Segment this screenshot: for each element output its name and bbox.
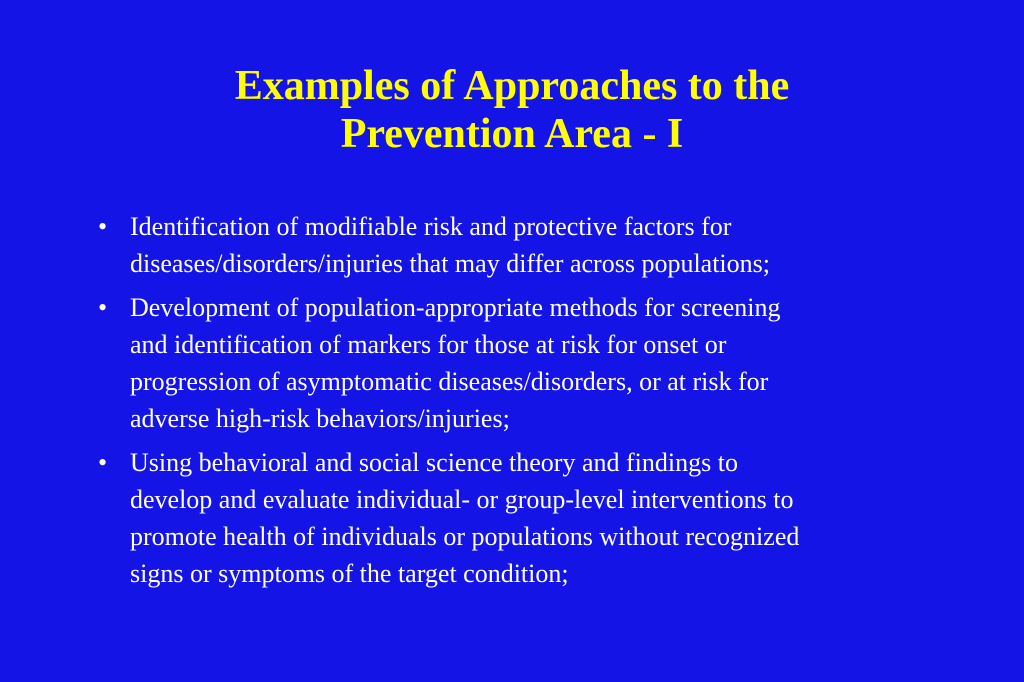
bullet-text-line: Identification of modifiable risk and protective factors for [130, 212, 732, 241]
bullet-icon: • [98, 293, 108, 322]
bullet-item-risk-factors [98, 208, 938, 282]
slide-title-line-1: Examples of Approaches to the [234, 63, 790, 109]
bullet-icon: • [98, 448, 108, 477]
bullet-text-line: and identification of markers for those at risk for onset or [130, 330, 727, 359]
bullet-text-line: adverse high-risk behaviors/injuries; [130, 404, 510, 433]
bullet-item-screening-methods [98, 289, 938, 437]
bullet-text-line: develop and evaluate individual- or group-level interventions to [130, 485, 794, 514]
bullet-text-line: promote health of individuals or populations without recognized [130, 522, 800, 551]
bullet-icon: • [98, 212, 108, 241]
bullet-text-line: signs or symptoms of the target condition; [130, 559, 569, 588]
bullet-list [98, 208, 938, 599]
bullet-text-line: Development of population-appropriate methods for screening [130, 293, 781, 322]
slide-title [0, 62, 1024, 158]
bullet-text-line: diseases/disorders/injuries that may differ across populations; [130, 249, 770, 278]
bullet-text-line: Using behavioral and social science theory and findings to [130, 448, 738, 477]
slide-title-line-2: Prevention Area - I [340, 111, 684, 157]
bullet-text-line: progression of asymptomatic diseases/disorders, or at risk for [130, 367, 769, 396]
bullet-item-interventions [98, 444, 938, 592]
